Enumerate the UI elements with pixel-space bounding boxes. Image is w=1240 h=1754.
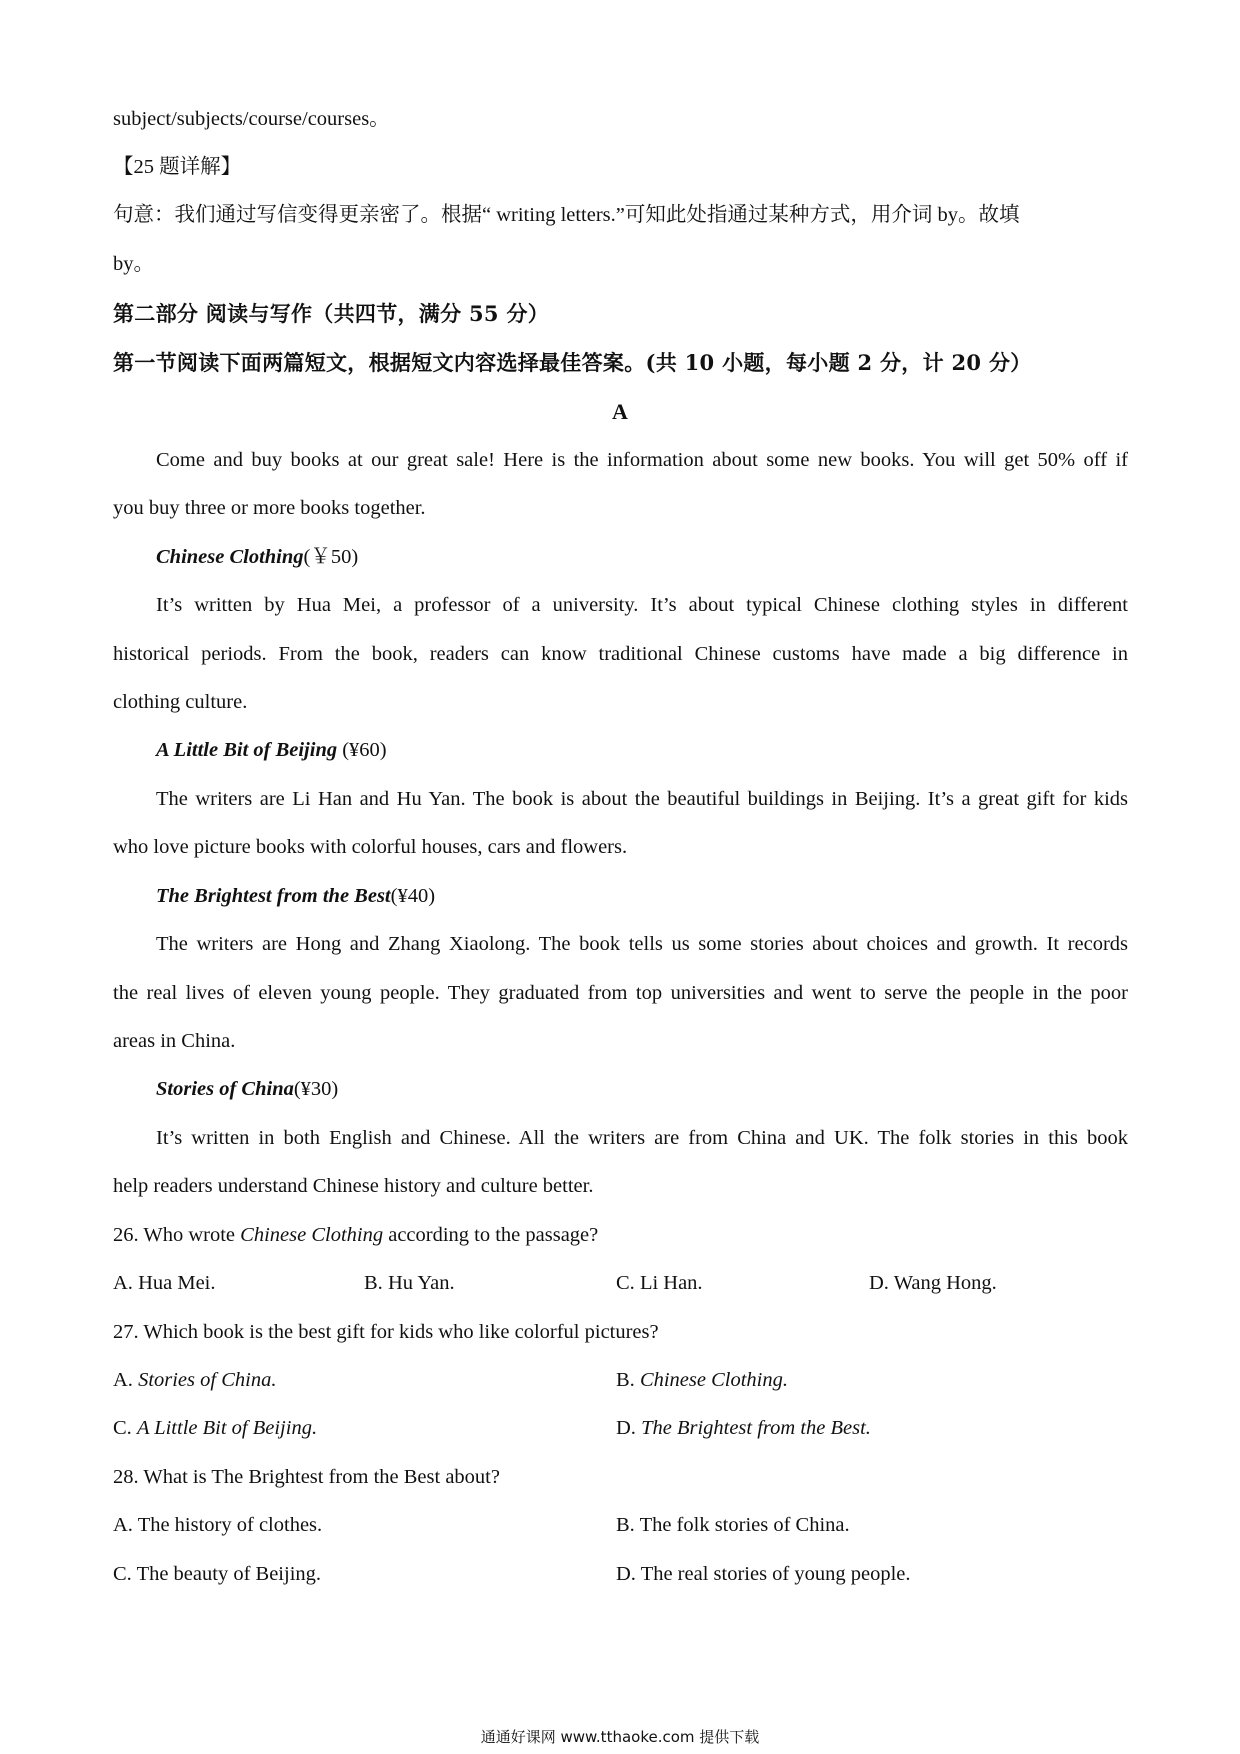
book-title: Chinese Clothing <box>156 546 304 568</box>
book-3-desc-line-2: the real lives of eleven young people. They graduated from top universities and went to serve the people in the poor <box>113 982 1128 1004</box>
q26-option-d: D. Wang Hong. <box>869 1272 997 1294</box>
book-heading-1 <box>156 543 1128 571</box>
q27-option-a: A. Stories of China. <box>113 1369 277 1391</box>
book-1-desc-line-1: It’s written by Hua Mei, a professor of a university. It’s about typical Chinese clothing styles in different <box>156 594 1128 616</box>
book-4-desc-line-1: It’s written in both English and Chinese. All the writers are from China and UK. The folk stories in this book <box>156 1127 1128 1149</box>
q25-explanation-line-2: by。 <box>113 253 154 275</box>
subsection-title: 第一节阅读下面两篇短文，根据短文内容选择最佳答案。(共 10 小题，每小题 2 分，计 20 分） <box>113 350 1032 375</box>
q26-option-b: B. Hu Yan. <box>364 1272 455 1294</box>
q25-explanation-header: 【25 题详解】 <box>113 156 242 178</box>
book-3-desc-line-3: areas in China. <box>113 1030 236 1052</box>
book-price: (¥30) <box>293 1078 339 1100</box>
q28-option-b: B. The folk stories of China. <box>616 1514 850 1536</box>
book-1-desc-line-2: historical periods. From the book, readers can know traditional Chinese customs have made a big difference in <box>113 643 1128 665</box>
stem-book-title: Chinese Clothing <box>240 1224 384 1246</box>
intro-line-1: Come and buy books at our great sale! Here is the information about some new books. You will get 50% off if <box>156 449 1128 471</box>
book-2-desc-line-2: who love picture books with colorful houses, cars and flowers. <box>113 836 628 858</box>
book-title: Stories of China <box>156 1078 294 1100</box>
book-2-desc-line-1: The writers are Li Han and Hu Yan. The book is about the beautiful buildings in Beijing. It’s a great gift for kids <box>156 788 1128 810</box>
q27-option-b: B. Chinese Clothing. <box>616 1369 788 1391</box>
book-4-desc-line-2: help readers understand Chinese history and culture better. <box>113 1175 594 1197</box>
page-footer: 通通好课网 www.tthaoke.com 提供下载 <box>480 1728 760 1746</box>
q26-option-c: C. Li Han. <box>616 1272 703 1294</box>
q26-option-a: A. Hua Mei. <box>113 1272 216 1294</box>
stem-prefix: 26. Who wrote <box>113 1224 241 1246</box>
book-title: The Brightest from the Best <box>156 885 391 907</box>
question-27-stem: 27. Which book is the best gift for kids who like colorful pictures? <box>113 1321 659 1343</box>
q28-option-c: C. The beauty of Beijing. <box>113 1563 322 1585</box>
q28-option-d: D. The real stories of young people. <box>616 1563 911 1585</box>
q27-option-c: C. A Little Bit of Beijing. <box>113 1417 318 1439</box>
part-title: 第二部分 阅读与写作（共四节，满分 55 分） <box>113 301 550 326</box>
q28-option-a: A. The history of clothes. <box>113 1514 323 1536</box>
intro-line-2: you buy three or more books together. <box>113 497 426 519</box>
answer-tail: subject/subjects/course/courses。 <box>113 108 390 130</box>
book-3-desc-line-1: The writers are Hong and Zhang Xiaolong. The book tells us some stories about choices and growth. It records <box>156 933 1128 955</box>
book-title: A Little Bit of Beijing <box>156 739 338 761</box>
passage-label: A <box>612 399 628 424</box>
q25-explanation-line-1: 句意：我们通过写信变得更亲密了。根据“ writing letters.”可知此处指通过某种方式，用介词 by。故填 <box>113 204 1020 226</box>
book-heading-2 <box>156 736 1128 764</box>
book-price: (¥40) <box>390 885 436 907</box>
book-heading-4 <box>156 1075 1128 1103</box>
book-price: (￥50) <box>303 546 359 568</box>
book-price: (¥60) <box>337 739 387 761</box>
stem-suffix: according to the passage? <box>383 1224 599 1246</box>
book-1-desc-line-3: clothing culture. <box>113 691 248 713</box>
book-heading-3 <box>156 882 1128 910</box>
question-26-stem <box>113 1221 1128 1249</box>
q27-option-d: D. The Brightest from the Best. <box>616 1417 871 1439</box>
question-28-stem: 28. What is The Brightest from the Best about? <box>113 1466 500 1488</box>
